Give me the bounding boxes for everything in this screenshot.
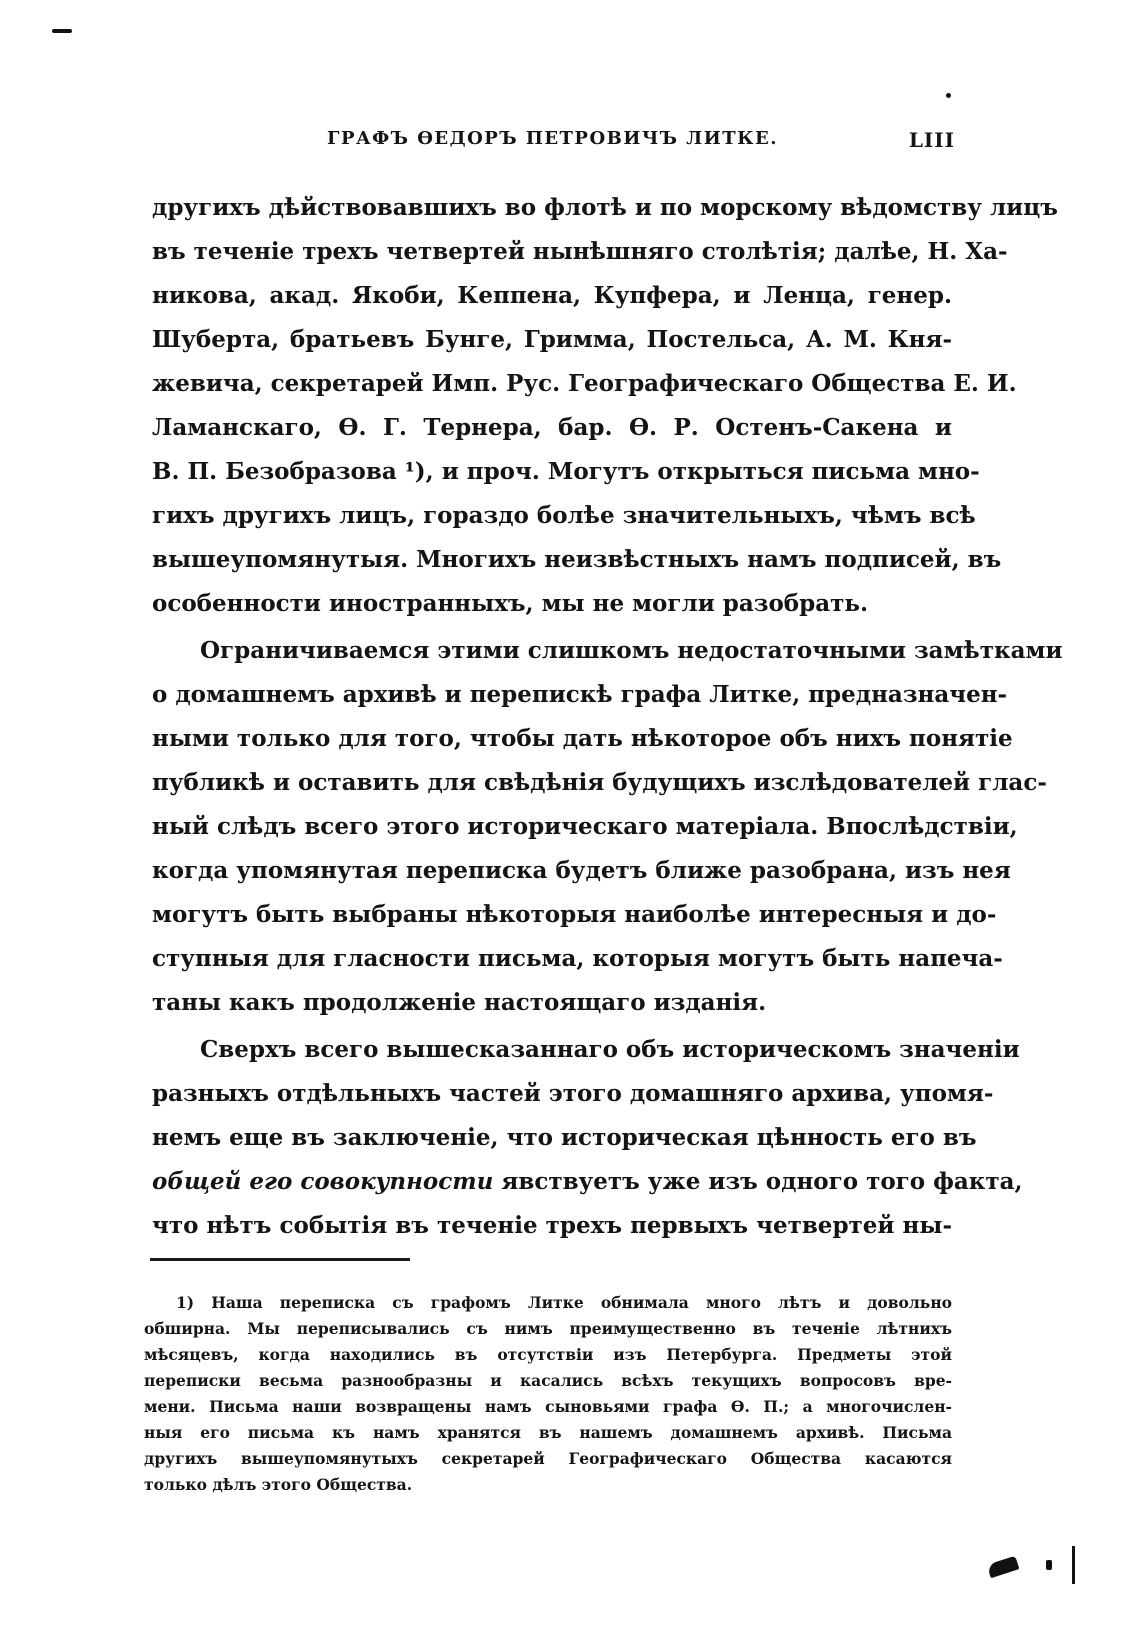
text-line: Шуберта, братьевъ Бунге, Гримма, Постельса, А. М. Кня-	[152, 326, 952, 353]
footnote-line: 1) Наша переписка съ графомъ Литке обнимала много лѣтъ и довольно	[176, 1293, 952, 1312]
ink-speck	[1046, 1560, 1052, 1570]
text-line: особенности иностранныхъ, мы не могли разобрать.	[152, 590, 868, 617]
footnote-line: мѣсяцевъ, когда находились въ отсутствіи изъ Петербурга. Предметы этой	[144, 1345, 952, 1364]
text-line: ными только для того, чтобы дать нѣкоторое объ нихъ понятіе	[152, 725, 1013, 752]
text-line: немъ еще въ заключеніе, что историческая цѣнность его въ	[152, 1124, 977, 1151]
text-line: когда упомянутая переписка будетъ ближе разобрана, изъ нея	[152, 857, 1011, 884]
text-line: гихъ другихъ лицъ, гораздо болѣе значительныхъ, чѣмъ всѣ	[152, 502, 976, 529]
text-line: могутъ быть выбраны нѣкоторыя наиболѣе интересныя и до-	[152, 901, 997, 928]
ink-speck	[987, 1556, 1020, 1579]
text-line: о домашнемъ архивѣ и перепискѣ графа Литке, предназначен-	[152, 681, 1008, 708]
page-header	[150, 128, 955, 158]
paragraph-first-line: Сверхъ всего вышесказаннаго объ историческомъ значеніи	[200, 1036, 1020, 1063]
text-line: ступныя для гласности письма, которыя могутъ быть напеча-	[152, 945, 1003, 972]
text-line: ный слѣдъ всего этого историческаго матеріала. Впослѣдствіи,	[152, 813, 1018, 840]
body-text	[152, 186, 1063, 1248]
ink-speck	[52, 29, 72, 33]
text-line: вышеупомянутыя. Многихъ неизвѣстныхъ намъ подписей, въ	[152, 546, 1002, 573]
text-line: никова, акад. Якоби, Кеппена, Купфера, и Ленца, генер.	[152, 282, 952, 309]
text-line: въ теченіе трехъ четвертей нынѣшняго столѣтія; далѣе, Н. Ха-	[152, 238, 1008, 265]
text-line: разныхъ отдѣльныхъ частей этого домашняго архива, упомя-	[152, 1080, 994, 1107]
ink-speck	[946, 93, 951, 98]
running-title: ГРАФЪ ѲЕДОРЪ ПЕТРОВИЧЪ ЛИТКЕ.	[327, 128, 778, 149]
text-line: жевича, секретарей Имп. Рус. Географическаго Общества Е. И.	[152, 370, 1017, 397]
text-line: таны какъ продолженіе настоящаго изданія.	[152, 989, 767, 1016]
paragraph-first-line: Ограничиваемся этими слишкомъ недостаточными замѣтками	[200, 637, 1063, 664]
ink-speck	[1072, 1546, 1075, 1584]
text-line: В. П. Безобразова ¹), и проч. Могутъ открыться письма мно-	[152, 458, 980, 485]
footnote-line: только дѣлъ этого Общества.	[144, 1475, 413, 1494]
text-line-with-emphasis	[152, 1160, 1023, 1204]
footnote	[144, 1290, 952, 1498]
footnote-line: обширна. Мы переписывались съ нимъ преимущественно въ теченіе лѣтнихъ	[144, 1319, 952, 1338]
page-number: LIII	[908, 128, 955, 152]
footnote-line: мени. Письма наши возвращены намъ сыновьями графа Ѳ. П.; а многочислен-	[144, 1397, 952, 1416]
footnote-line: переписки весьма разнообразны и касались всѣхъ текущихъ вопросовъ вре-	[144, 1371, 952, 1390]
emphasis-text: общей его совокупности	[152, 1168, 494, 1195]
text-line: что нѣтъ событія въ теченіе трехъ первыхъ четвертей ны-	[152, 1212, 952, 1239]
text-line: другихъ дѣйствовавшихъ во флотѣ и по морскому вѣдомству лицъ	[152, 194, 1058, 221]
text-line-rest: явствуетъ уже изъ одного того факта,	[501, 1168, 1023, 1195]
text-line: Ламанскаго, Ѳ. Г. Тернера, бар. Ѳ. Р. Остенъ-Сакена и	[152, 414, 952, 441]
footnote-line: другихъ вышеупомянутыхъ секретарей Географическаго Общества касаются	[144, 1449, 952, 1468]
footnote-separator	[150, 1258, 410, 1261]
footnote-line: ныя его письма къ намъ хранятся въ нашемъ домашнемъ архивѣ. Письма	[144, 1423, 952, 1442]
text-line: публикѣ и оставить для свѣдѣнія будущихъ изслѣдователей глас-	[152, 769, 1047, 796]
